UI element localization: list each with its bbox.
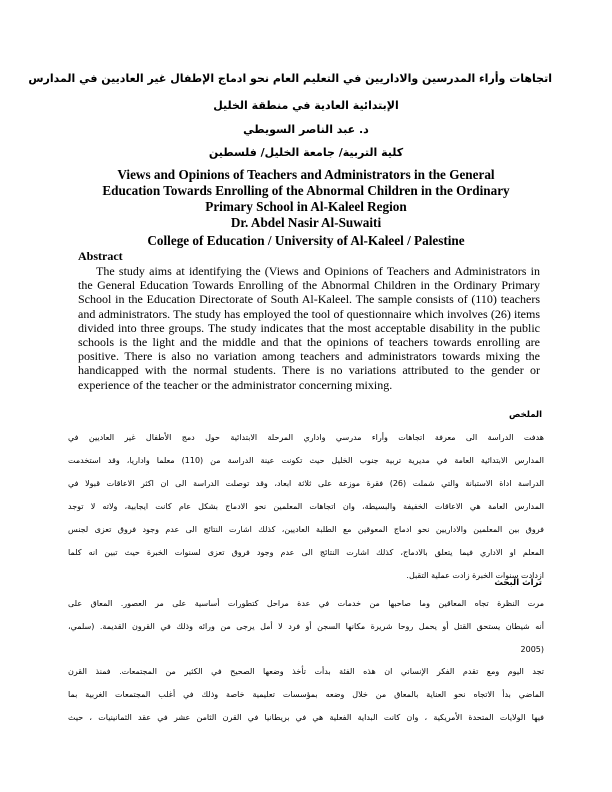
literature-text-2 — [68, 660, 544, 729]
literature-line: أنه شيطان يستحق القتل أو يحمل روحا شريرة مكانها السجن أو فرد لا أمل يرجى من ورائه وذلك في القرون القديمة. (سلمي، — [68, 622, 544, 631]
arabic-summary-line: هدفت الدراسة الى معرفة اتجاهات وأراء مدرسي واداري المرحلة الابتدائية حول دمج الأطفال غير العاديين في — [68, 433, 544, 442]
arabic-summary-heading: الملخص — [509, 410, 542, 420]
literature-line: (2005 — [520, 645, 544, 654]
literature-heading: تراث البحث — [494, 578, 542, 588]
literature-line: الماضي بدأ الاتجاه نحو العناية بالمعاق من خلال وضعه بمؤسسات تعليمية خاصة وذلك في أغلب المجتمعات الغربية بما — [68, 690, 544, 699]
literature-line: فيها الولايات المتحدة الأمريكية ، وان كانت البداية الفعلية هي في بريطانيا في القرن الثامن عشر في عقد الثمانينيات ، حيث — [68, 713, 544, 722]
arabic-affiliation: كلية التربية/ جامعة الخليل/ فلسطين — [208, 146, 404, 159]
arabic-summary-line: ازدادت سنوات الخبرة زادت عملية التقبل. — [406, 571, 544, 580]
english-title-line-3: Primary School in Al-Kaleel Region — [205, 199, 407, 214]
arabic-author: د. عبد الناصر السويطي — [243, 123, 369, 136]
arabic-summary-line: فروق بين المعلمين والاداريين نحو ادماج المعوقين مع الطلبة العاديين، كذلك اشارت النتائج الى عدم وجود فروق تعزى لجنس — [68, 525, 544, 534]
literature-line: مرت النظرة تجاه المعاقين وما صاحبها من خدمات في عدة مراحل كتطورات أساسية على مر العصور. المعاق على — [68, 599, 544, 608]
arabic-summary-line: المدارس العامة هي الاعاقات الخفيفة والبسيطة، وان اتجاهات المعلمين نحو الادماج بشكل عام كانت ايجابية، ولاته لا توجد — [68, 502, 544, 511]
english-affiliation: College of Education / University of Al-Kaleel / Palestine — [147, 233, 465, 248]
abstract-text: The study aims at identifying the (Views and Opinions of Teachers and Administrators in the General Education Towards Enrolling of the Abnormal Children in the Ordinary Primary School in the Education Directorate of South Al-Kaleel. The sample consists of (110) teachers and administrators. The study has employed the tool of questionnaire which involves (26) items divided into three groups. The study indicates that the most acceptable disability in the public schools is the light and the middle and that the opinions of teachers towards enrolling are positive. There is also no variation among teachers and administrators towards mixing the handicapped with the normal students. There is no variations attributed to the gender or experience of the teacher or the administrator concerning mixing. — [78, 264, 540, 392]
arabic-title-line-2: الإبتدائية العادية في منطقة الخليل — [213, 99, 399, 112]
abstract-heading: Abstract — [78, 249, 123, 263]
english-title-line-2: Education Towards Enrolling of the Abnormal Children in the Ordinary — [102, 183, 510, 198]
arabic-title-line-1: اتجاهات وأراء المدرسين والاداريين في التعليم العام نحو ادماج الإطفال غير العاديين في المدارس — [28, 72, 552, 85]
literature-text-1 — [68, 592, 544, 661]
arabic-summary-line: الدراسة اداة الاستبانة والتي شملت (26) فقرة موزعة على ثلاثة ابعاد، وقد توصلت الدراسة الى ان اكثر الاعاقات قبولا في — [68, 479, 544, 488]
literature-line: تجد اليوم ومع تقدم الفكر الإنساني ان هذه الفئة بدأت تأخذ وضعها الصحيح في الكثير من المجتمعات. فمنذ القرن — [68, 667, 544, 676]
english-title-line-1: Views and Opinions of Teachers and Administrators in the General — [117, 167, 495, 182]
arabic-summary-line: المعلم او الاداري فيما يتعلق بالادماج، كذلك اشارت النتائج الى عدم وجود فروق تعزى لسنوات الخبرة حيث تبين انه كلما — [68, 548, 544, 557]
arabic-summary-text — [68, 426, 544, 587]
arabic-summary-line: المدارس الابتدائية العامة في مديرية تربية جنوب الخليل حيث تكونت عينة الدراسة من (110) معلما واداريا، وقد استخدمت — [68, 456, 544, 465]
english-author: Dr. Abdel Nasir Al-Suwaiti — [230, 215, 382, 230]
